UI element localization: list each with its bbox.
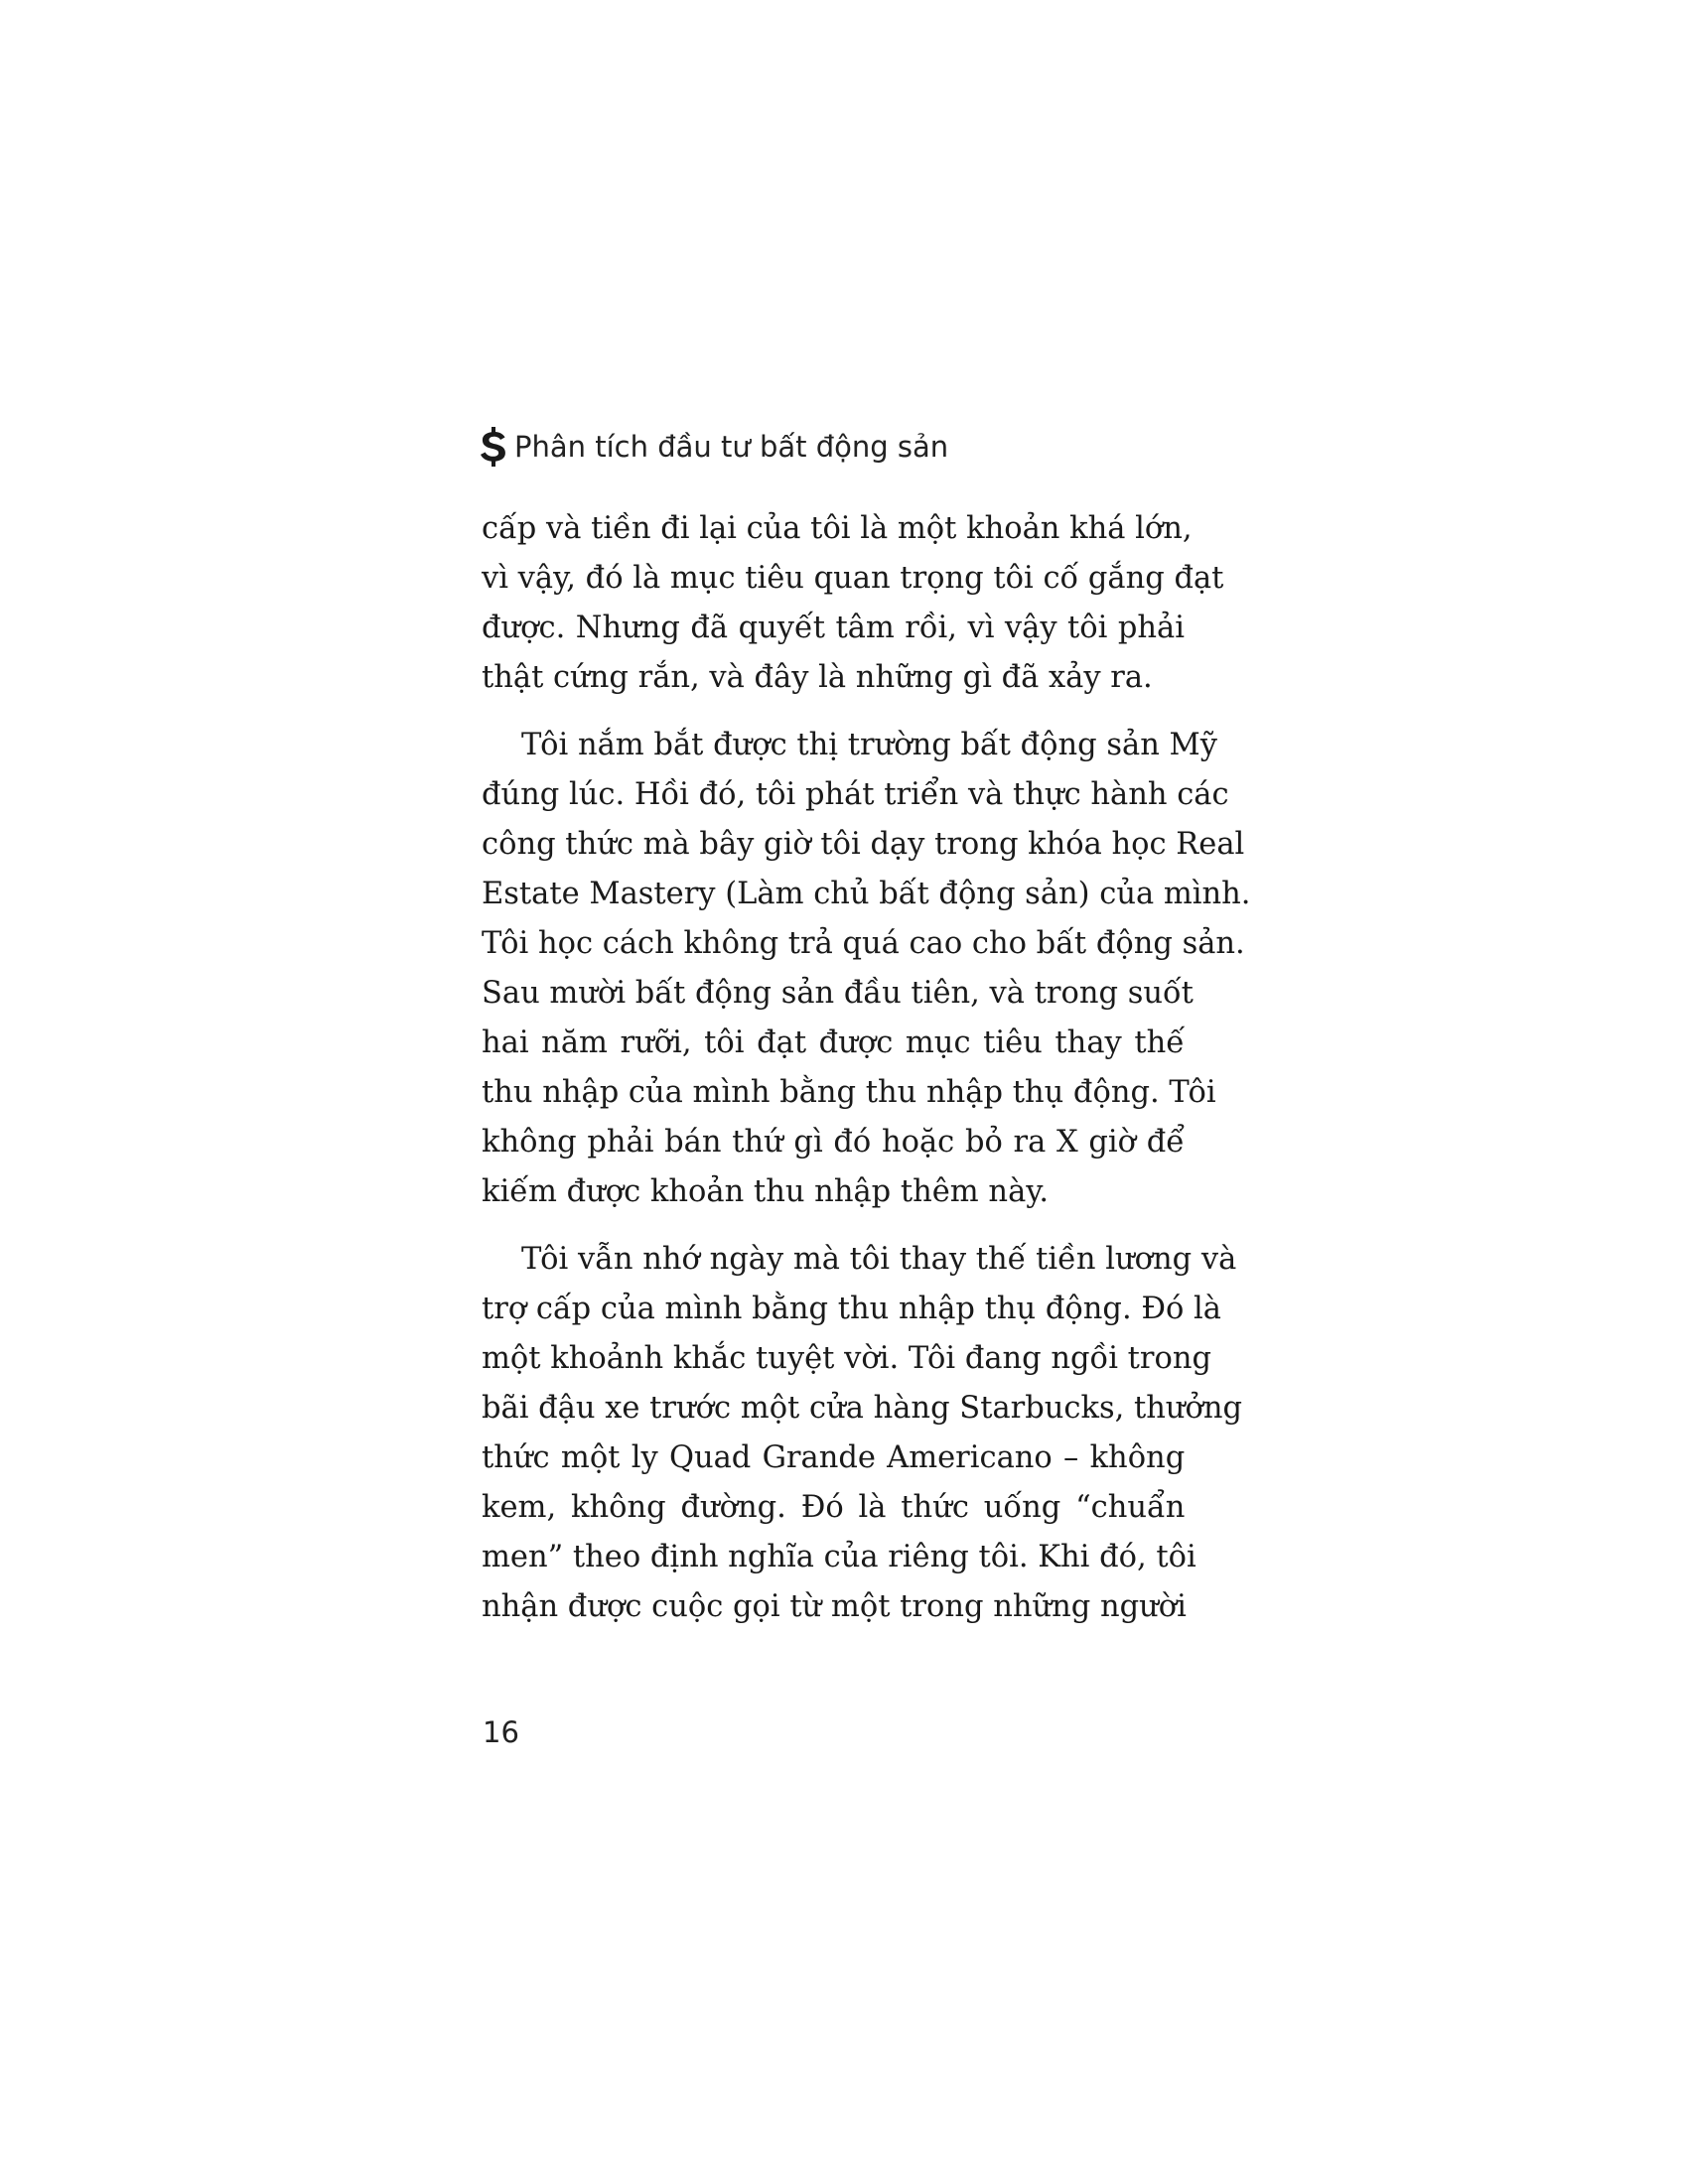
text-line: men” theo định nghĩa của riêng tôi. Khi đó, tôi xyxy=(482,1540,1196,1574)
text-line: hai năm rưỡi, tôi đạt được mục tiêu thay thế xyxy=(482,1025,1185,1060)
text-line: thức một ly Quad Grande Americano – không xyxy=(482,1440,1186,1475)
page-number: 16 xyxy=(483,1715,519,1749)
text-line: không phải bán thứ gì đó hoặc bỏ ra X giờ để xyxy=(482,1125,1186,1160)
text-line: Tôi vẫn nhớ ngày mà tôi thay thế tiền lương và xyxy=(521,1242,1237,1277)
text-line: Sau mười bất động sản đầu tiên, và trong suốt xyxy=(482,976,1194,1011)
text-line: kem, không đường. Đó là thức uống “chuẩn xyxy=(482,1490,1186,1525)
running-header xyxy=(479,425,948,469)
text-line: đúng lúc. Hồi đó, tôi phát triển và thực hành các xyxy=(482,777,1229,812)
text-line: công thức mà bây giờ tôi dạy trong khóa học Real xyxy=(482,827,1245,862)
text-line: thu nhập của mình bằng thu nhập thụ động. Tôi xyxy=(482,1075,1216,1110)
paragraph-3 xyxy=(482,1235,1243,1632)
text-line: được. Nhưng đã quyết tâm rồi, vì vậy tôi phải xyxy=(482,611,1185,645)
text-line: Estate Mastery (Làm chủ bất động sản) của mình. xyxy=(482,877,1251,911)
text-line: nhận được cuộc gọi từ một trong những người xyxy=(482,1589,1187,1624)
text-line: vì vậy, đó là mục tiêu quan trọng tôi cố gắng đạt xyxy=(482,561,1224,596)
paragraph-2 xyxy=(482,721,1251,1217)
text-line: thật cứng rắn, và đây là những gì đã xảy ra. xyxy=(482,660,1153,695)
text-line: bãi đậu xe trước một cửa hàng Starbucks, thưởng xyxy=(482,1391,1243,1426)
text-line: trợ cấp của mình bằng thu nhập thụ động. Đó là xyxy=(482,1292,1221,1326)
running-header-title: Phân tích đầu tư bất động sản xyxy=(514,430,949,464)
dollar-sign-icon xyxy=(479,425,508,469)
text-line: cấp và tiền đi lại của tôi là một khoản khá lớn, xyxy=(482,511,1193,546)
body-text xyxy=(482,504,1251,1650)
text-line: Tôi học cách không trả quá cao cho bất động sản. xyxy=(482,926,1245,961)
paragraph-1 xyxy=(482,504,1224,703)
text-line: một khoảnh khắc tuyệt vời. Tôi đang ngồi trong xyxy=(482,1341,1212,1376)
text-line: kiếm được khoản thu nhập thêm này. xyxy=(482,1174,1050,1209)
text-line: Tôi nắm bắt được thị trường bất động sản Mỹ xyxy=(521,728,1217,762)
